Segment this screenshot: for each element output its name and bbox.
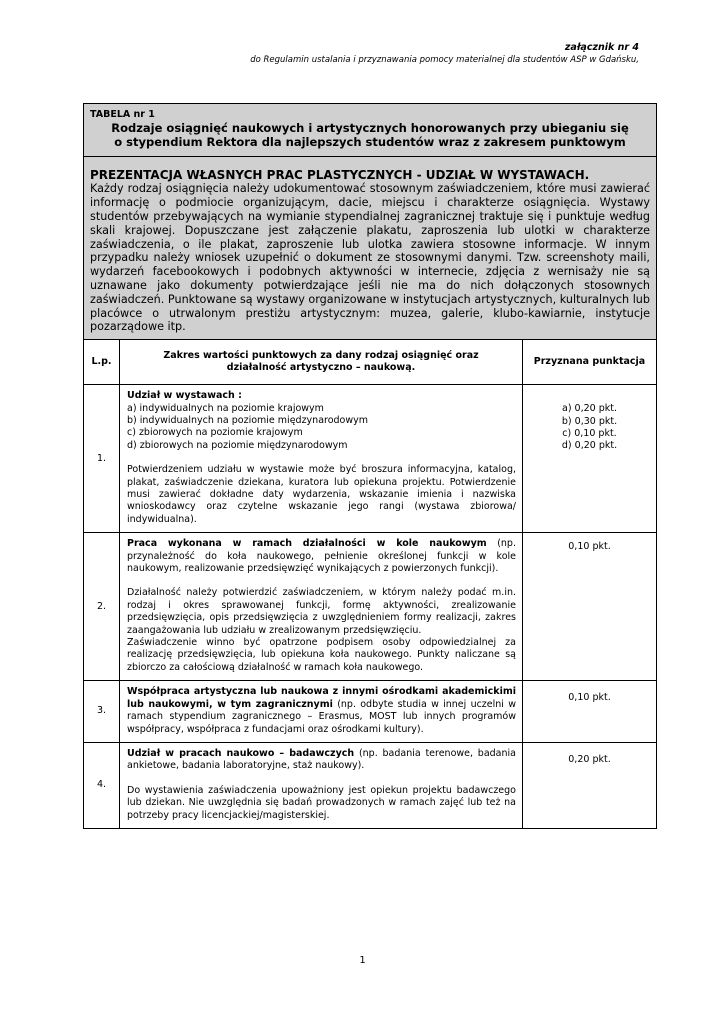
col-points-header: Przyznana punktacja (523, 340, 657, 385)
table-row (84, 533, 657, 681)
row-number: 1. (84, 385, 120, 533)
row-description (120, 385, 523, 533)
row-points (523, 742, 657, 828)
row-points (523, 385, 657, 533)
achievements-table (83, 103, 657, 829)
row-title-rest: (np. odbyte studia w innej uczelni w ramach stypendium zagranicznego – Erasmus, MOST lub innych programów współpracy, współpraca z fundacjami oraz ośrodkami kultury). (127, 698, 516, 735)
intro-cell (84, 157, 657, 340)
row-item: b) indywidualnych na poziomie międzynarodowym (127, 414, 369, 426)
row-note: Do wystawienia zaświadczenia upoważniony jest opiekun projektu badawczego lub dziekan. Nie uwzględnia się badań prowadzonych w ramach zajęć lub też na potrzeby pracy licencjackiej/magisterskiej. (127, 784, 516, 821)
table-title-line1: Rodzaje osiągnięć naukowych i artystycznych honorowanych przy ubieganiu się (111, 121, 629, 136)
row-title: Udział w wystawach : (127, 390, 242, 402)
row-points (523, 533, 657, 681)
intro-heading: PREZENTACJA WŁASNYCH PRAC PLASTYCZNYCH - UDZIAŁ W WYSTAWACH. (90, 168, 590, 182)
points-value: d) 0,20 pkt. (561, 440, 618, 452)
row-item: c) zbiorowych na poziomie krajowym (127, 427, 303, 439)
page-number: 1 (359, 955, 366, 966)
column-header-row (84, 340, 657, 385)
table-title-line2: o stypendium Rektora dla najlepszych studentów wraz z zakresem punktowym (114, 135, 626, 150)
row-note: Działalność należy potwierdzić zaświadczeniem, w którym należy podać m.in. rodzaj i okres sprawowanej funkcji, formę aktywności, zrealizowanie przedsięwzięcia, opis przedsięwzięcia z uwzględnieniem formy realizacji, zakres zaangażowania lub udziału w zrealizowanym przedsięwzięciu. (127, 587, 516, 636)
points-value: a) 0,20 pkt. (562, 403, 617, 415)
regulation-subtitle: do Regulamin ustalania i przyznawania pomocy materialnej dla studentów ASP w Gdańsku, (250, 55, 639, 65)
row-title: Udział w pracach naukowo – badawczych (127, 747, 355, 759)
row-note-2: Zaświadczenie winno być opatrzone podpisem osoby odpowiedzialnej za realizację przedsięwzięcia, lub opiekuna koła naukowego. Punkty naliczane są zbiorczo za całościową działalność w ramach koła naukowego. (127, 637, 516, 673)
row-item: d) zbiorowych na poziomie międzynarodowym (127, 439, 348, 451)
table-row (84, 681, 657, 743)
points-value: 0,20 pkt. (568, 753, 611, 765)
row-description (120, 681, 523, 743)
row-number: 4. (84, 742, 120, 828)
points-value: 0,10 pkt. (568, 541, 611, 553)
row-title-rest: (np. przynależność do koła naukowego, pełnienie określonej funkcji w kole naukowym, realizowanie przedsięwzięć wynikających z powierzonych funkcji). (127, 538, 516, 575)
table-row (84, 385, 657, 533)
points-value: 0,10 pkt. (568, 692, 611, 704)
col-lp-header: L.p. (84, 340, 120, 385)
row-points (523, 681, 657, 743)
row-description (120, 742, 523, 828)
row-title-rest: (np. badania terenowe, badania ankietowe, badania laboratoryjne, staż naukowy). (127, 747, 516, 772)
col-scope-header: Zakres wartości punktowych za dany rodzaj osiągnięć oraz działalność artystyczno – naukową. (120, 340, 523, 385)
row-title: Praca wykonana w ramach działalności w kole naukowym (127, 538, 487, 550)
row-number: 2. (84, 533, 120, 681)
table-row (84, 742, 657, 828)
points-value: c) 0,10 pkt. (562, 427, 617, 439)
row-description (120, 533, 523, 681)
row-number: 3. (84, 681, 120, 743)
table-title-cell (84, 104, 657, 157)
table-label: TABELA nr 1 (90, 109, 155, 120)
points-value: b) 0,30 pkt. (561, 415, 618, 427)
row-item: a) indywidualnych na poziomie krajowym (127, 402, 324, 414)
attachment-label: załącznik nr 4 (564, 42, 639, 53)
row-note: Potwierdzeniem udziału w wystawie może być broszura informacyjna, katalog, plakat, zaświadczenie dziekana, kuratora lub opiekuna projektu. Potwierdzenie musi zawierać dokładne daty wydarzenia, wskazanie imienia i nazwiska wnioskodawcy oraz czytelne wskazanie jego rangi (wystawa zbiorowa/ indywidualna). (127, 464, 516, 525)
row-title: Współpraca artystyczna lub naukowa z innymi ośrodkami akademickimi lub naukowymi, w tym zagranicznymi (127, 686, 516, 710)
intro-text: Każdy rodzaj osiągnięcia należy udokumentować stosownym zaświadczeniem, które musi zawierać informację o podmiocie organizującym, dacie, miejscu i charakterze osiągnięcia. Wystawy studentów przebywających na wymianie stypendialnej zagranicznej traktuje się i punktuje według skali krajowej. Dopuszczane jest załączenie plakatu, zaproszenia lub ulotki w charakterze zaświadczenia, o ile plakat, zaproszenie lub ulotka zawiera stosowne informacje. W innym przypadku należy wniosek uzupełnić o dokument ze stosownymi danymi. Tzw. screenshoty maili, wydarzeń facebookowych i podobnych aktywności w internecie, zdjęcia z wernisaży nie są uznawane jako dokumenty potwierdzające jeśli nie ma do nich dołączonych stosownych zaświadczeń. Punktowane są wystawy organizowane w instytucjach artystycznych, kulturalnych lub placówce o utrwalonym prestiżu artystycznym: muzea, galerie, klubo-kawiarnie, instytucje pozarządowe itp. (90, 182, 650, 334)
